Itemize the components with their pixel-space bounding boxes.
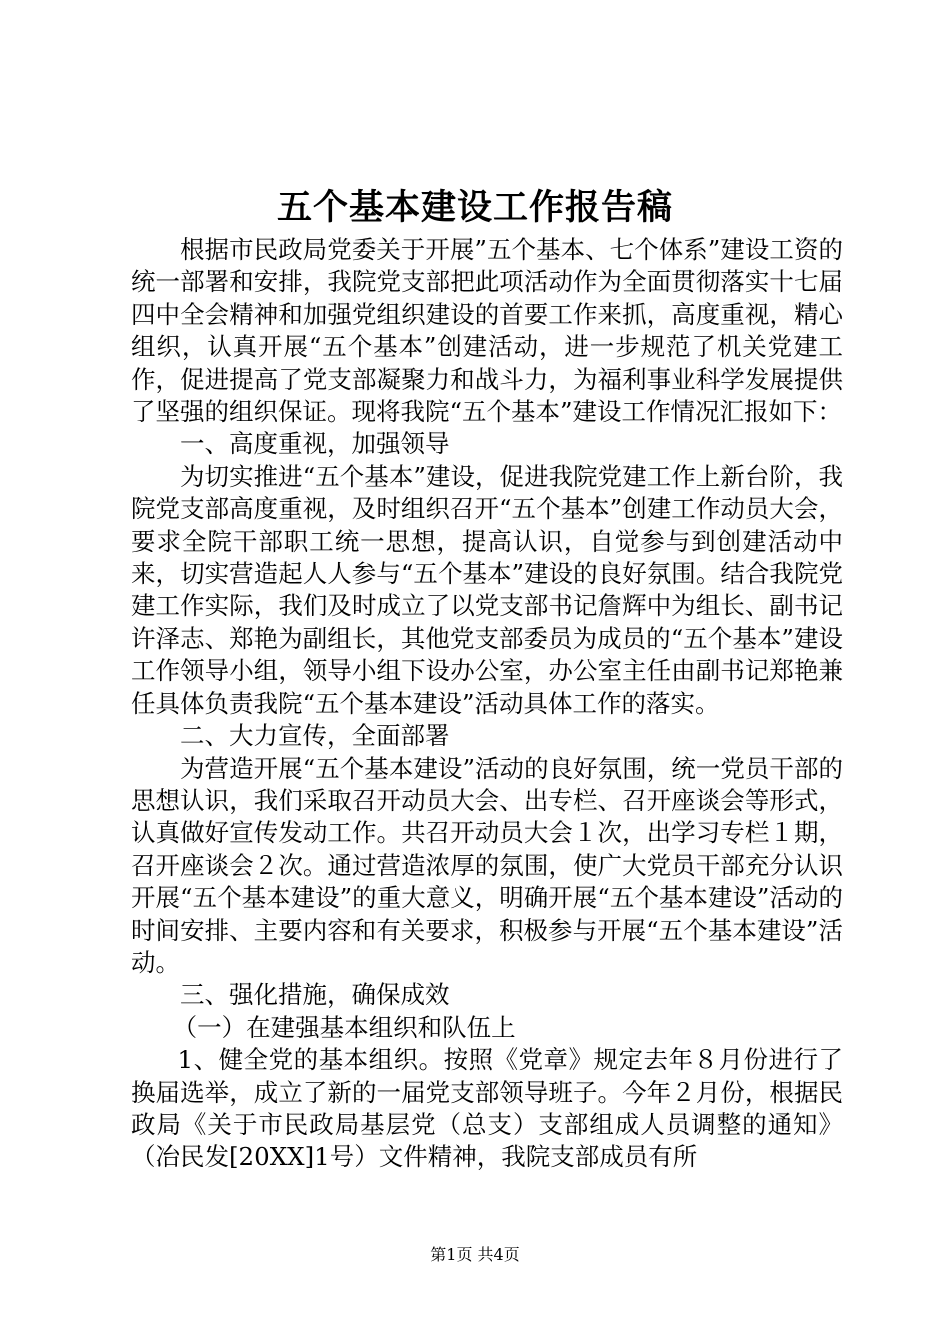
item-paragraph-1: 1、健全党的基本组织。按照《党章》规定去年８月份进行了换届选举，成立了新的一届党支部领导班子。今年２月份，根据民政局《关于市民政局基层党（总支）支部组成人员调整的通知》（冶民发[20XX]1号）文件精神，我院支部成员有所: [131, 1045, 843, 1172]
intro-paragraph: 根据市民政局党委关于开展”五个基本、七个体系”建设工资的统一部署和安排，我院党支部把此项活动作为全面贯彻落实十七届四中全会精神和加强党组织建设的首要工作来抓，高度重视，精心组织，认真开展“五个基本”创建活动，进一步规范了机关党建工作，促进提高了党支部凝聚力和战斗力，为福利事业科学发展提供了坚强的组织保证。现将我院“五个基本”建设工作情况汇报如下：: [131, 235, 843, 427]
section-heading-2: 二、大力宣传，全面部署: [180, 721, 450, 751]
section-heading-1: 一、高度重视，加强领导: [180, 429, 450, 459]
section-heading-3: 三、强化措施，确保成效: [180, 980, 450, 1010]
section-1-paragraph: 为切实推进“五个基本”建设，促进我院党建工作上新台阶，我院党支部高度重视，及时组织召开“五个基本”创建工作动员大会，要求全院干部职工统一思想，提高认识，自觉参与到创建活动中来，切实营造起人人参与“五个基本”建设的良好氛围。结合我院党建工作实际，我们及时成立了以党支部书记詹辉中为组长、副书记许泽志、郑艳为副组长，其他党支部委员为成员的“五个基本”建设工作领导小组，领导小组下设办公室，办公室主任由副书记郑艳兼任具体负责我院“五个基本建设”活动具体工作的落实。: [131, 461, 843, 718]
document-title: 五个基本建设工作报告稿: [276, 187, 673, 228]
section-2-paragraph: 为营造开展“五个基本建设”活动的良好氛围，统一党员干部的思想认识，我们采取召开动员大会、出专栏、召开座谈会等形式，认真做好宣传发动工作。共召开动员大会１次，出学习专栏１期，召开座谈会２次。通过营造浓厚的氛围，使广大党员干部充分认识开展“五个基本建设”的重大意义，明确开展“五个基本建设”活动的时间安排、主要内容和有关要求，积极参与开展“五个基本建设”活动。: [131, 753, 843, 977]
page-footer: 第1页 共4页: [430, 1245, 520, 1264]
subsection-heading-1: （一）在建强基本组织和队伍上: [172, 1012, 516, 1042]
document-body: [131, 234, 843, 1174]
